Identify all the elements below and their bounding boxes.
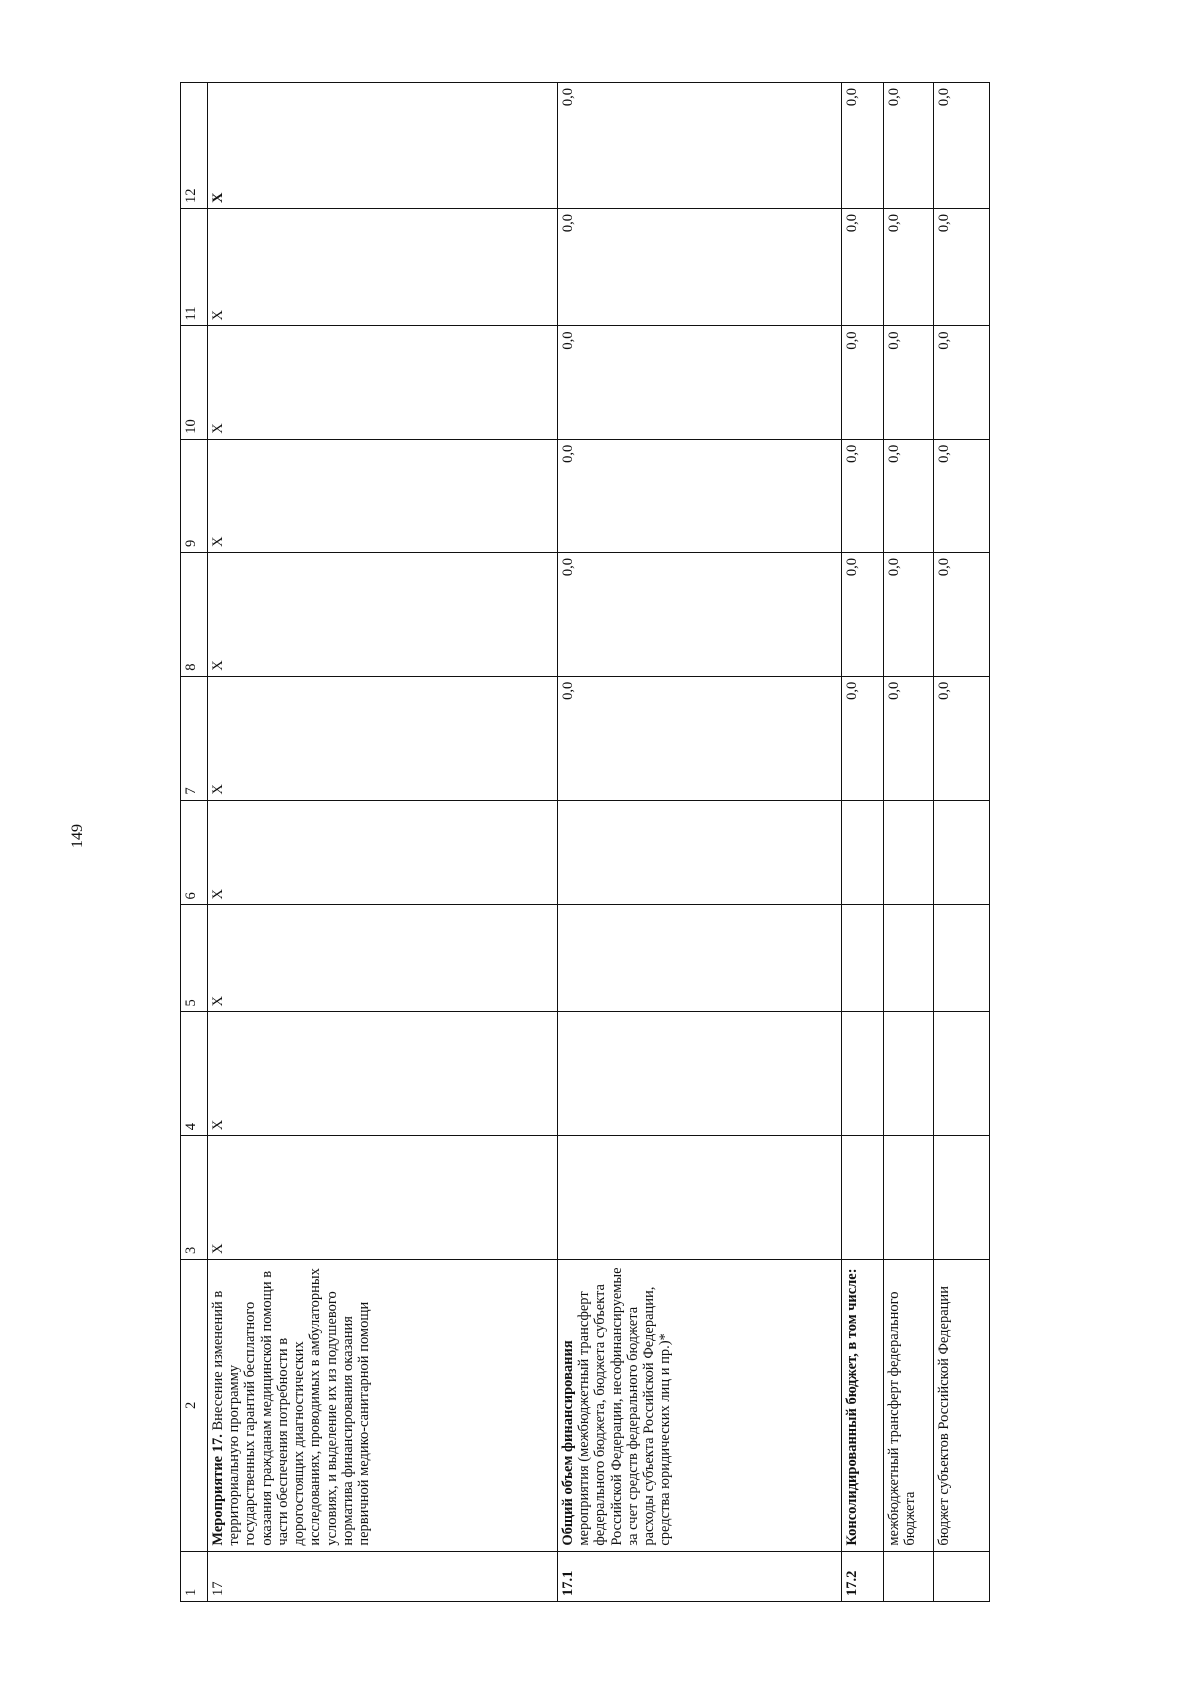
row-description	[558, 1260, 842, 1552]
row-description	[208, 1260, 558, 1552]
cell-col-9: 0,0	[558, 439, 842, 552]
cell-col-11: 0,0	[842, 208, 884, 325]
table-row-regional-budget	[934, 83, 990, 1602]
cell-col-11: 0,0	[934, 208, 990, 325]
column-header-1: 1	[181, 1551, 208, 1601]
cell-col-8: 0,0	[558, 553, 842, 677]
row-description: Консолидированный бюджет, в том числе:	[842, 1260, 884, 1552]
cell-col-8: 0,0	[842, 553, 884, 677]
row-description: бюджет субъектов Российской Федерации	[934, 1260, 990, 1552]
cell-col-8: 0,0	[884, 553, 934, 677]
row-description: межбюджетный трансферт федерального бюджета	[884, 1260, 934, 1552]
column-header-11: 11	[181, 208, 208, 325]
cell-col-6	[884, 800, 934, 905]
rotated-table	[180, 82, 1012, 1602]
row-title-text: Внесение изменений в территориальную программу государственных гарантий бесплатного оказания гражданам медицинской помощи в части обеспечения потребности в дорогостоящих диагностических исследованиях, проводимых в амбулаторных условиях, и выделение их из подушевого норматива финансирования оказания первичной медико-санитарной помощи	[210, 1268, 373, 1546]
cell-col-8: X	[208, 553, 558, 677]
cell-col-9: X	[208, 439, 558, 552]
cell-col-4	[558, 1012, 842, 1136]
cell-col-4	[842, 1012, 884, 1136]
column-header-12: 12	[181, 83, 208, 209]
cell-col-5	[884, 905, 934, 1012]
cell-col-5	[934, 905, 990, 1012]
row-title-bold: Общий объем финансирования	[560, 1340, 576, 1546]
financing-table	[180, 82, 990, 1602]
column-header-9: 9	[181, 439, 208, 552]
cell-col-12: 0,0	[842, 83, 884, 209]
cell-col-6: X	[208, 800, 558, 905]
cell-col-8: 0,0	[934, 553, 990, 677]
row-number: 17.1	[558, 1551, 842, 1601]
table-container	[180, 82, 1012, 1602]
cell-col-3	[842, 1136, 884, 1260]
cell-col-4	[934, 1012, 990, 1136]
cell-col-7: 0,0	[884, 676, 934, 800]
cell-col-7: 0,0	[558, 676, 842, 800]
cell-col-9: 0,0	[842, 439, 884, 552]
cell-col-5	[558, 905, 842, 1012]
row-title-text: мероприятия (межбюджетный трансферт федерального бюджета, бюджета субъекта Российской Федерации, несофинансируемые за счет средств федерального бюджета расходы субъекта Российской Федерации, средства юридических лиц и пр.)*	[576, 1267, 674, 1546]
cell-col-7: X	[208, 676, 558, 800]
cell-col-3	[558, 1136, 842, 1260]
column-header-2: 2	[181, 1260, 208, 1552]
cell-col-10: 0,0	[842, 326, 884, 439]
table-row-17	[208, 83, 558, 1602]
table-row-17-1	[558, 83, 842, 1602]
cell-col-12: 0,0	[558, 83, 842, 209]
row-number	[934, 1551, 990, 1601]
cell-col-11: 0,0	[884, 208, 934, 325]
cell-col-11: X	[208, 208, 558, 325]
cell-col-12: 0,0	[934, 83, 990, 209]
cell-col-6	[934, 800, 990, 905]
column-header-10: 10	[181, 326, 208, 439]
column-header-6: 6	[181, 800, 208, 905]
cell-col-7: 0,0	[934, 676, 990, 800]
cell-col-3: X	[208, 1136, 558, 1260]
cell-col-12: X	[208, 83, 558, 209]
cell-col-4: X	[208, 1012, 558, 1136]
cell-col-3	[934, 1136, 990, 1260]
cell-col-10: 0,0	[558, 326, 842, 439]
header-row	[181, 83, 208, 1602]
cell-col-5	[842, 905, 884, 1012]
row-title-bold: Мероприятие 17.	[210, 1434, 226, 1546]
column-header-8: 8	[181, 553, 208, 677]
cell-col-11: 0,0	[558, 208, 842, 325]
cell-col-9: 0,0	[934, 439, 990, 552]
column-header-3: 3	[181, 1136, 208, 1260]
cell-col-6	[558, 800, 842, 905]
column-header-4: 4	[181, 1012, 208, 1136]
cell-col-10: 0,0	[884, 326, 934, 439]
column-header-5: 5	[181, 905, 208, 1012]
cell-col-6	[842, 800, 884, 905]
cell-col-9: 0,0	[884, 439, 934, 552]
row-number: 17.2	[842, 1551, 884, 1601]
row-number: 17	[208, 1551, 558, 1601]
column-header-7: 7	[181, 676, 208, 800]
cell-col-4	[884, 1012, 934, 1136]
row-number	[884, 1551, 934, 1601]
cell-col-10: 0,0	[934, 326, 990, 439]
cell-col-12: 0,0	[884, 83, 934, 209]
page-number: 149	[69, 824, 86, 848]
table-row-federal-transfer	[884, 83, 934, 1602]
cell-col-7: 0,0	[842, 676, 884, 800]
cell-col-10: X	[208, 326, 558, 439]
cell-col-3	[884, 1136, 934, 1260]
table-row-17-2	[842, 83, 884, 1602]
cell-col-5: X	[208, 905, 558, 1012]
